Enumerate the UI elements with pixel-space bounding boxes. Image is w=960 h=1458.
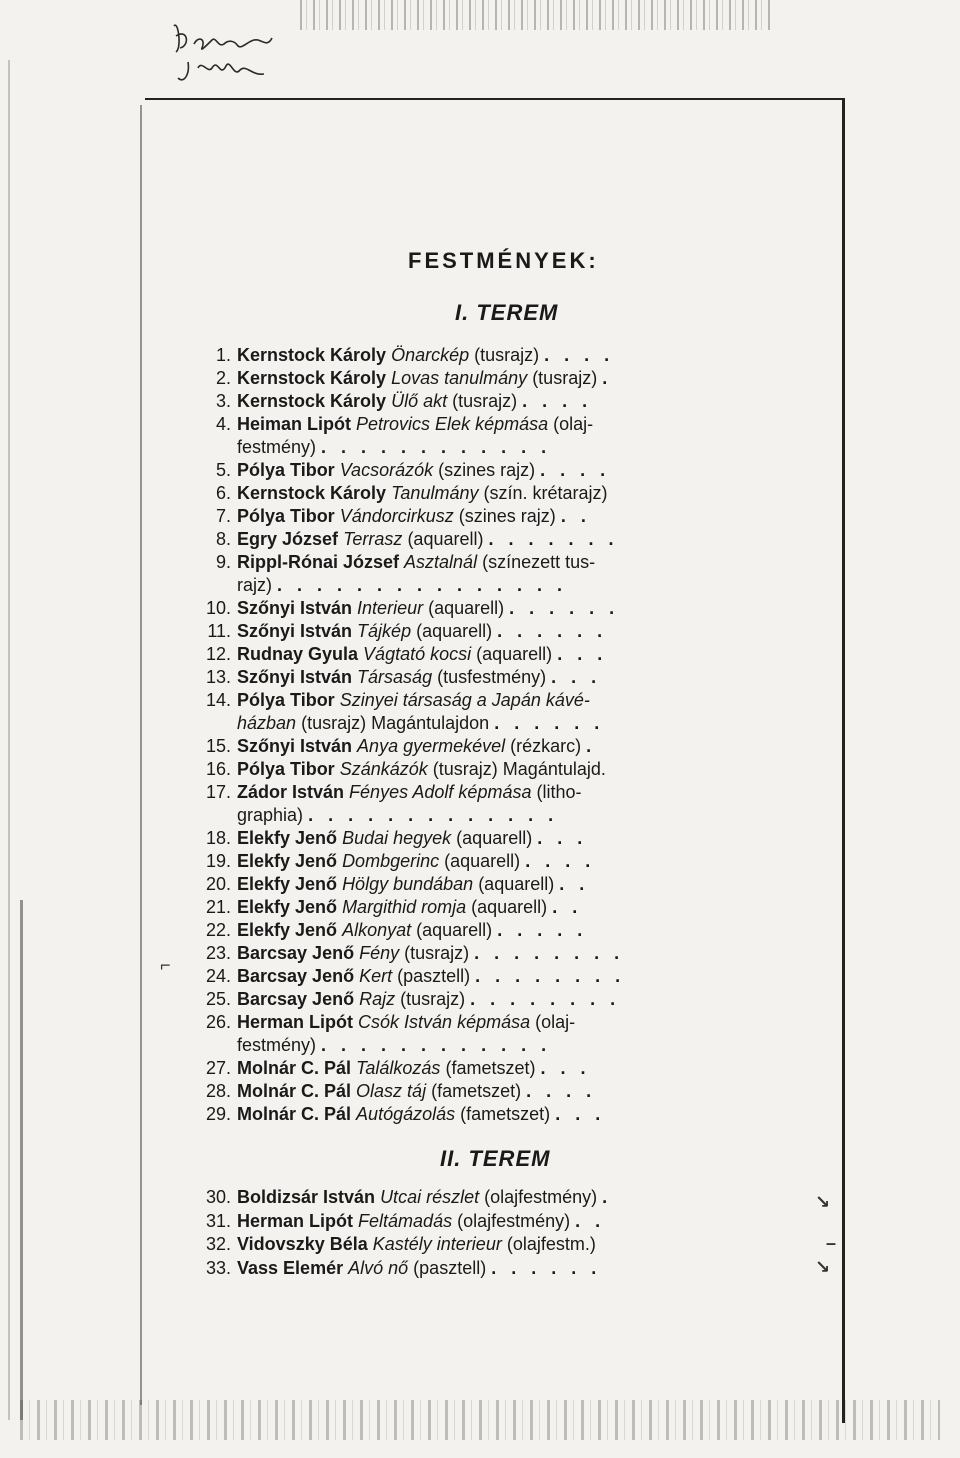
leader-dots: . . . . — [526, 1081, 597, 1101]
artist-name: Rippl-Rónai József — [237, 552, 400, 572]
entry-line — [195, 459, 715, 482]
catalog-entry — [195, 482, 715, 505]
artwork-title: Vágtató kocsi — [363, 644, 472, 664]
catalog-entry — [195, 1057, 715, 1080]
handwritten-signature — [168, 18, 288, 88]
artist-name: Elekfy Jenő — [237, 851, 338, 871]
catalog-entry — [195, 758, 715, 781]
artist-name: Vidovszky Béla — [237, 1234, 368, 1254]
entry-number: 13. — [205, 667, 231, 687]
entry-text — [237, 482, 715, 505]
leader-dots: . . . — [551, 667, 602, 687]
artwork-medium: (aquarell) — [444, 851, 521, 871]
leader-dots: . . . . . . . . — [475, 966, 626, 986]
entry-number: 21. — [205, 897, 231, 917]
artwork-title: Tanulmány — [391, 483, 479, 503]
artwork-title: Lovas tanulmány — [391, 368, 528, 388]
catalog-entry — [195, 643, 715, 666]
artwork-medium: (tusrajz) Magántulajd. — [432, 759, 606, 779]
entry-line — [195, 781, 715, 804]
entry-line — [195, 390, 715, 413]
entry-text — [237, 850, 715, 873]
artist-name: Pólya Tibor — [237, 690, 335, 710]
artwork-medium: (szines rajz) — [458, 506, 556, 526]
leader-dots: . . . . . . . . . . . . . . . — [277, 575, 568, 595]
entry-line — [195, 850, 715, 873]
entry-number: 20. — [205, 874, 231, 894]
artist-name: Barcsay Jenő — [237, 989, 355, 1009]
artwork-medium: (aquarell) — [456, 828, 533, 848]
artist-name: Heiman Lipót — [237, 414, 352, 434]
catalog-entry — [195, 505, 715, 528]
catalog-entry — [195, 528, 715, 551]
artwork-medium: (szín. krétarajz) — [483, 483, 608, 503]
entry-number: 17. — [205, 782, 231, 802]
catalog-entry — [195, 919, 715, 942]
entry-number: 2. — [215, 368, 231, 388]
room-2-title: II. TEREM — [440, 1146, 551, 1171]
entry-line — [195, 551, 715, 574]
artwork-medium: (pasztell) — [397, 966, 471, 986]
entry-number: 31. — [205, 1210, 231, 1231]
artwork-title: Kert — [359, 966, 393, 986]
artwork-title: Interieur — [357, 598, 424, 618]
entry-number: 32. — [205, 1234, 231, 1254]
artist-name: Molnár C. Pál — [237, 1081, 352, 1101]
catalog-entry — [195, 551, 715, 597]
artwork-title: Fényes Adolf képmása — [349, 782, 532, 802]
entry-text — [237, 551, 715, 574]
entry-line — [195, 1011, 715, 1034]
artwork-title: Vándorcirkusz — [339, 506, 454, 526]
entry-text — [237, 1233, 715, 1256]
entry-number: 23. — [205, 943, 231, 963]
leader-dots: . . . . — [522, 391, 593, 411]
entry-line — [195, 367, 715, 390]
catalog-entry — [195, 413, 715, 459]
entry-line — [195, 413, 715, 436]
medium-continued: graphia) — [237, 805, 304, 825]
artwork-medium: (színezett tus- — [482, 552, 596, 572]
medium-continued: (tusrajz) Magántulajdon — [301, 713, 490, 733]
stray-mark: ↘ — [815, 1192, 831, 1212]
artist-name: Kernstock Károly — [237, 368, 387, 388]
artwork-title: Vacsorázók — [339, 460, 434, 480]
artwork-medium: (tusrajz) — [532, 368, 598, 388]
entry-text — [237, 988, 715, 1011]
artwork-medium: (fametszet) — [431, 1081, 522, 1101]
catalog-entry — [195, 666, 715, 689]
leader-dots: . . . . . . . . . . . . . — [308, 805, 559, 825]
entry-line — [195, 758, 715, 781]
entry-number: 22. — [205, 920, 231, 940]
medium-continued: rajz) — [237, 575, 272, 595]
artwork-medium: (aquarell) — [471, 897, 548, 917]
artist-name: Szőnyi István — [237, 736, 353, 756]
entry-text — [237, 459, 715, 482]
entry-line — [195, 505, 715, 528]
leader-dots: . — [602, 368, 613, 388]
medium-continued: festmény) — [237, 437, 317, 457]
entry-number: 3. — [215, 391, 231, 411]
leader-dots: . . . . — [544, 345, 615, 365]
entry-text — [237, 1080, 715, 1103]
entry-text — [237, 666, 715, 689]
leader-dots: . . . — [555, 1104, 606, 1124]
entry-number: 24. — [205, 966, 231, 986]
catalog-entry — [195, 459, 715, 482]
leader-dots: . . . — [537, 828, 588, 848]
artwork-title: Tájkép — [357, 621, 412, 641]
entry-line — [195, 735, 715, 758]
entry-line — [195, 643, 715, 666]
artist-name: Kernstock Károly — [237, 391, 387, 411]
artist-name: Rudnay Gyula — [237, 644, 359, 664]
frame-left-border — [140, 105, 142, 1405]
artist-name: Boldizsár István — [237, 1187, 376, 1207]
artist-name: Vass Elemér — [237, 1257, 344, 1278]
artist-name: Szőnyi István — [237, 667, 353, 687]
entry-text — [237, 505, 715, 528]
leader-dots: . . . . . . — [491, 1257, 602, 1278]
entry-text — [237, 620, 715, 643]
entry-line — [195, 528, 715, 551]
leader-dots: . . . — [540, 1058, 591, 1078]
artwork-title: Olasz táj — [356, 1081, 427, 1101]
entry-number: 29. — [205, 1104, 231, 1124]
artwork-title: Csók István képmása — [358, 1012, 531, 1032]
artwork-title: Terrasz — [343, 529, 403, 549]
entry-continuation — [195, 1034, 715, 1057]
entry-text — [237, 873, 715, 896]
leader-dots: . . — [552, 897, 583, 917]
entry-line — [195, 896, 715, 919]
artwork-title: Feltámadás — [358, 1210, 453, 1231]
entry-text — [237, 965, 715, 988]
entry-text — [237, 1257, 715, 1280]
entry-number: 16. — [205, 759, 231, 779]
entry-continuation — [195, 574, 715, 597]
artwork-title: Petrovics Elek képmása — [356, 414, 549, 434]
leader-dots: . . — [575, 1210, 606, 1231]
artwork-title: Hölgy bundában — [342, 874, 474, 894]
entry-text — [237, 1011, 715, 1034]
entry-number: 9. — [215, 552, 231, 572]
artist-name: Herman Lipót — [237, 1210, 354, 1231]
entry-number: 18. — [205, 828, 231, 848]
stray-mark: – — [826, 1233, 837, 1253]
artist-name: Barcsay Jenő — [237, 943, 355, 963]
catalog-entry — [195, 850, 715, 873]
catalog-entry — [195, 390, 715, 413]
entry-number: 11. — [207, 621, 231, 641]
artwork-medium: (litho- — [536, 782, 582, 802]
artwork-medium: (aquarell) — [416, 621, 493, 641]
entry-line — [195, 1186, 715, 1209]
artwork-title-continued: házban — [237, 713, 297, 733]
leader-dots: . . . . . . — [494, 713, 605, 733]
entry-line — [195, 1233, 715, 1256]
artwork-medium: (pasztell) — [413, 1257, 487, 1278]
stray-mark: ↘ — [815, 1257, 831, 1277]
frame-right-border — [842, 98, 845, 1423]
entry-number: 7. — [215, 506, 231, 526]
artist-name: Elekfy Jenő — [237, 828, 338, 848]
artwork-medium: (tusrajz) — [400, 989, 466, 1009]
artwork-medium: (olajfestmény) — [457, 1210, 571, 1231]
entry-text — [237, 528, 715, 551]
entry-number: 28. — [205, 1081, 231, 1101]
artwork-title: Szinyei társaság a Japán kávé- — [339, 690, 590, 710]
artwork-medium: (olaj- — [535, 1012, 576, 1032]
entry-number: 33. — [205, 1257, 231, 1278]
catalog-entry — [195, 896, 715, 919]
catalog-entry — [195, 597, 715, 620]
artist-name: Szőnyi István — [237, 598, 353, 618]
entry-text — [237, 1057, 715, 1080]
artwork-medium: (tusrajz) — [452, 391, 518, 411]
artist-name: Zádor István — [237, 782, 345, 802]
entry-number: 19. — [205, 851, 231, 871]
entry-text — [237, 735, 715, 758]
artist-name: Elekfy Jenő — [237, 920, 338, 940]
artwork-medium: (aquarell) — [476, 644, 553, 664]
artwork-title: Dombgerinc — [342, 851, 440, 871]
entry-text — [237, 896, 715, 919]
stray-mark: ⌐ — [160, 955, 171, 975]
leader-dots: . . . — [557, 644, 608, 664]
entry-line — [195, 1103, 715, 1126]
artist-name: Pólya Tibor — [237, 460, 335, 480]
catalog-entry — [195, 620, 715, 643]
entry-number: 27. — [205, 1058, 231, 1078]
entry-line — [195, 482, 715, 505]
artist-name: Elekfy Jenő — [237, 897, 338, 917]
artist-name: Elekfy Jenő — [237, 874, 338, 894]
entry-number: 5. — [215, 460, 231, 480]
entry-number: 12. — [205, 644, 231, 664]
entry-text — [237, 344, 715, 367]
artwork-title: Alvó nő — [348, 1257, 409, 1278]
entry-number: 10. — [205, 598, 231, 618]
artwork-title: Rajz — [359, 989, 396, 1009]
leader-dots: . . . . . . . . . . . . — [321, 1035, 552, 1055]
artwork-title: Találkozás — [356, 1058, 441, 1078]
artwork-title: Margithid romja — [342, 897, 467, 917]
leader-dots: . . — [560, 506, 591, 526]
artwork-title: Alkonyat — [342, 920, 412, 940]
leader-dots: . . . . . — [497, 920, 588, 940]
entry-line — [195, 919, 715, 942]
artwork-title: Autógázolás — [356, 1104, 456, 1124]
artist-name: Molnár C. Pál — [237, 1104, 352, 1124]
artist-name: Pólya Tibor — [237, 506, 335, 526]
catalog-entry — [195, 1011, 715, 1057]
artwork-medium: (fametszet) — [445, 1058, 536, 1078]
entry-text — [237, 390, 715, 413]
artwork-medium: (rézkarc) — [510, 736, 582, 756]
entry-number: 25. — [205, 989, 231, 1009]
catalog-entry — [195, 344, 715, 367]
catalog-entry — [195, 988, 715, 1011]
entry-text — [237, 781, 715, 804]
catalog-heading: FESTMÉNYEK: — [408, 248, 599, 273]
artwork-title: Szánkázók — [339, 759, 428, 779]
entry-line — [195, 942, 715, 965]
catalog-entry — [195, 873, 715, 896]
artwork-medium: (aquarell) — [478, 874, 555, 894]
entry-line — [195, 873, 715, 896]
leader-dots: . . . . — [540, 460, 611, 480]
scan-noise-top — [300, 0, 770, 30]
entry-text — [237, 643, 715, 666]
catalog-entry — [195, 781, 715, 827]
catalog-entry — [195, 1186, 715, 1209]
artist-name: Herman Lipót — [237, 1012, 354, 1032]
entry-number: 8. — [215, 529, 231, 549]
artwork-title: Fény — [359, 943, 400, 963]
leader-dots: . . . . . . . . — [474, 943, 625, 963]
artwork-medium: (tusrajz) — [404, 943, 470, 963]
entry-text — [237, 1210, 715, 1233]
scan-margin-line — [20, 900, 23, 1420]
entry-line — [195, 1210, 715, 1233]
leader-dots: . . . . . . . — [488, 529, 619, 549]
scan-margin-line — [8, 60, 10, 1420]
entry-line — [195, 689, 715, 712]
artwork-medium: (aquarell) — [428, 598, 505, 618]
entry-text — [237, 689, 715, 712]
entry-number: 6. — [215, 483, 231, 503]
entry-number: 1. — [215, 345, 231, 365]
entry-line — [195, 827, 715, 850]
artwork-medium: (fametszet) — [460, 1104, 551, 1124]
entry-text — [237, 1186, 715, 1209]
artist-name: Molnár C. Pál — [237, 1058, 352, 1078]
artwork-medium: (aquarell) — [407, 529, 484, 549]
artwork-medium: (szines rajz) — [438, 460, 536, 480]
catalog-entry — [195, 1210, 715, 1233]
entry-text — [237, 1103, 715, 1126]
entry-line — [195, 1057, 715, 1080]
catalog-entry — [195, 735, 715, 758]
artist-name: Kernstock Károly — [237, 345, 387, 365]
leader-dots: . . . . . . — [497, 621, 608, 641]
frame-top-border — [145, 98, 845, 100]
entry-text — [237, 758, 715, 781]
catalog-entry — [195, 1080, 715, 1103]
artwork-title: Utcai részlet — [380, 1187, 480, 1207]
entry-text — [237, 413, 715, 436]
entry-number: 26. — [205, 1012, 231, 1032]
artist-name: Szőnyi István — [237, 621, 353, 641]
artwork-title: Asztalnál — [404, 552, 478, 572]
artist-name: Pólya Tibor — [237, 759, 335, 779]
entry-text — [237, 942, 715, 965]
entry-line — [195, 1080, 715, 1103]
entry-text — [237, 919, 715, 942]
artwork-medium: (tusfestmény) — [437, 667, 547, 687]
artist-name: Barcsay Jenő — [237, 966, 355, 986]
entry-text — [237, 597, 715, 620]
catalog-entry — [195, 1103, 715, 1126]
artwork-title: Kastély interieur — [372, 1234, 502, 1254]
entry-continuation — [195, 804, 715, 827]
entry-line — [195, 620, 715, 643]
artwork-title: Társaság — [357, 667, 433, 687]
artwork-title: Önarckép — [391, 345, 470, 365]
catalog-entry — [195, 689, 715, 735]
entry-line — [195, 965, 715, 988]
leader-dots: . . — [559, 874, 590, 894]
artwork-medium: (olajfestmény) — [484, 1187, 598, 1207]
artwork-title: Anya gyermekével — [357, 736, 506, 756]
entry-number: 15. — [205, 736, 231, 756]
scan-noise-bottom — [20, 1400, 940, 1440]
entry-line — [195, 1257, 715, 1280]
leader-dots: . — [586, 736, 597, 756]
leader-dots: . — [602, 1187, 613, 1207]
artwork-title: Ülő akt — [391, 391, 448, 411]
entry-number: 4. — [215, 414, 231, 434]
entry-continuation — [195, 712, 715, 735]
leader-dots: . . . . . . — [509, 598, 620, 618]
leader-dots: . . . . . . . . . . . . — [321, 437, 552, 457]
entry-line — [195, 666, 715, 689]
entry-number: 14. — [205, 690, 231, 710]
entry-text — [237, 827, 715, 850]
leader-dots: . . . . . . . . — [470, 989, 621, 1009]
artist-name: Kernstock Károly — [237, 483, 387, 503]
entry-line — [195, 344, 715, 367]
artwork-title: Budai hegyek — [342, 828, 452, 848]
catalog-entry — [195, 367, 715, 390]
room-1-title: I. TEREM — [455, 300, 559, 325]
catalog-entry — [195, 942, 715, 965]
artwork-medium: (olajfestm.) — [506, 1234, 596, 1254]
artwork-medium: (aquarell) — [416, 920, 493, 940]
entry-continuation — [195, 436, 715, 459]
catalog-entry — [195, 1257, 715, 1280]
entry-line — [195, 988, 715, 1011]
entry-text — [237, 367, 715, 390]
medium-continued: festmény) — [237, 1035, 317, 1055]
catalog-entry — [195, 965, 715, 988]
artwork-medium: (olaj- — [553, 414, 594, 434]
artist-name: Egry József — [237, 529, 339, 549]
catalog-entry — [195, 1233, 715, 1256]
leader-dots: . . . . — [525, 851, 596, 871]
entry-line — [195, 597, 715, 620]
artwork-medium: (tusrajz) — [474, 345, 540, 365]
catalog-entry — [195, 827, 715, 850]
entry-number: 30. — [205, 1187, 231, 1207]
